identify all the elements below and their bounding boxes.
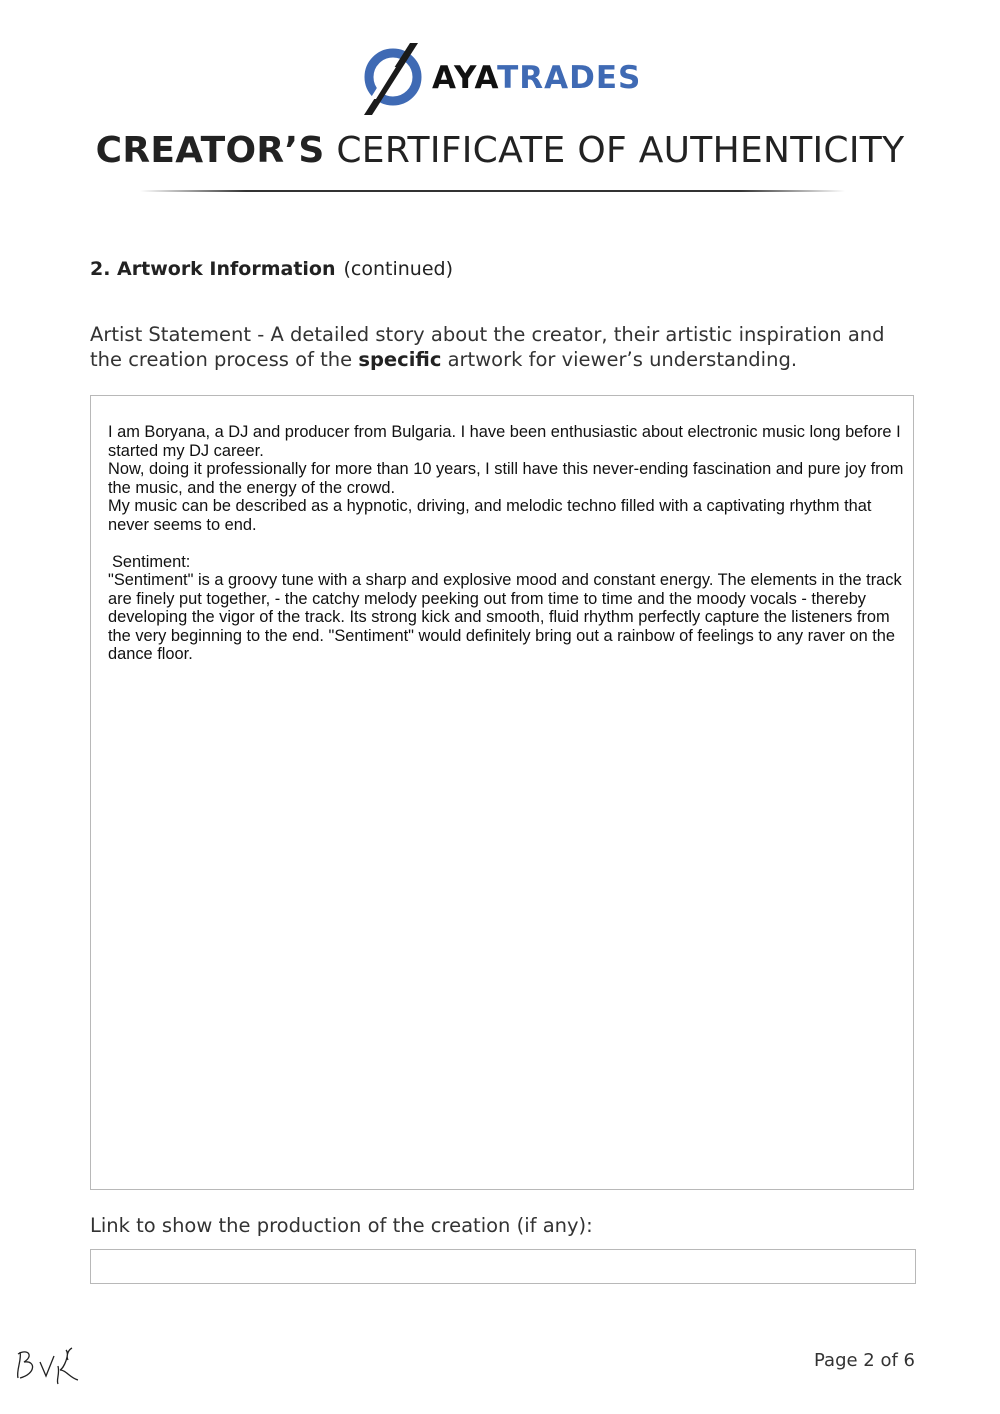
- certificate-title: [0, 130, 1000, 171]
- statement-spacer: [108, 534, 908, 553]
- certificate-title-rest: CERTIFICATE OF AUTHENTICITY: [336, 130, 905, 171]
- section-heading: [90, 258, 453, 280]
- logo-wordmark-aya: AYA: [432, 60, 498, 96]
- title-divider: [140, 190, 845, 192]
- statement-paragraph-3: My music can be described as a hypnotic, driving, and melodic techno filled with a captivating rhythm that never seems to end.: [108, 497, 872, 534]
- statement-track-heading: Sentiment:: [112, 552, 191, 571]
- artist-statement-field[interactable]: [90, 395, 914, 1190]
- certificate-title-bold: CREATOR’S: [95, 130, 325, 171]
- logo-wordmark: [432, 60, 641, 96]
- ayatrades-logo-icon: [360, 39, 424, 117]
- section-heading-suffix: (continued): [343, 258, 454, 280]
- statement-paragraph-1: I am Boryana, a DJ and producer from Bulgaria. I have been enthusiastic about electronic music long before I started my DJ career.: [108, 423, 901, 460]
- ayatrades-logo: [360, 38, 641, 118]
- artist-statement-text: [108, 423, 908, 664]
- artist-statement-prompt: [90, 322, 910, 372]
- statement-paragraph-4: "Sentiment" is a groovy tune with a sharp and explosive mood and constant energy. The elements in the track are finely put together, - the catchy melody peeking out from time to time and the moody vocals - thereby developing the vigor of the track. Its strong kick and smooth, fluid rhythm perfectly capture the listeners from the very beginning to the end. "Sentiment" would definitely bring out a rainbow of feelings to any raver on the dance floor.: [108, 571, 902, 663]
- production-link-label: Link to show the production of the creation (if any):: [90, 1214, 593, 1237]
- logo-wordmark-trades: TRADES: [497, 60, 642, 96]
- section-heading-title: 2. Artwork Information: [90, 258, 336, 280]
- statement-paragraph-2: Now, doing it professionally for more than 10 years, I still have this never-ending fascination and pure joy from the music, and the energy of the crowd.: [108, 460, 904, 497]
- production-link-field[interactable]: [90, 1249, 916, 1284]
- prompt-text-2: artwork for viewer’s understanding.: [441, 348, 798, 371]
- signature-initials: [10, 1340, 85, 1388]
- page-number: Page 2 of 6: [814, 1350, 915, 1371]
- signature: [10, 1340, 85, 1388]
- prompt-text-1: Artist Statement - A detailed story about the creator, their artistic inspiration and the creation process of the: [90, 323, 885, 371]
- prompt-emphasis: specific: [358, 348, 442, 371]
